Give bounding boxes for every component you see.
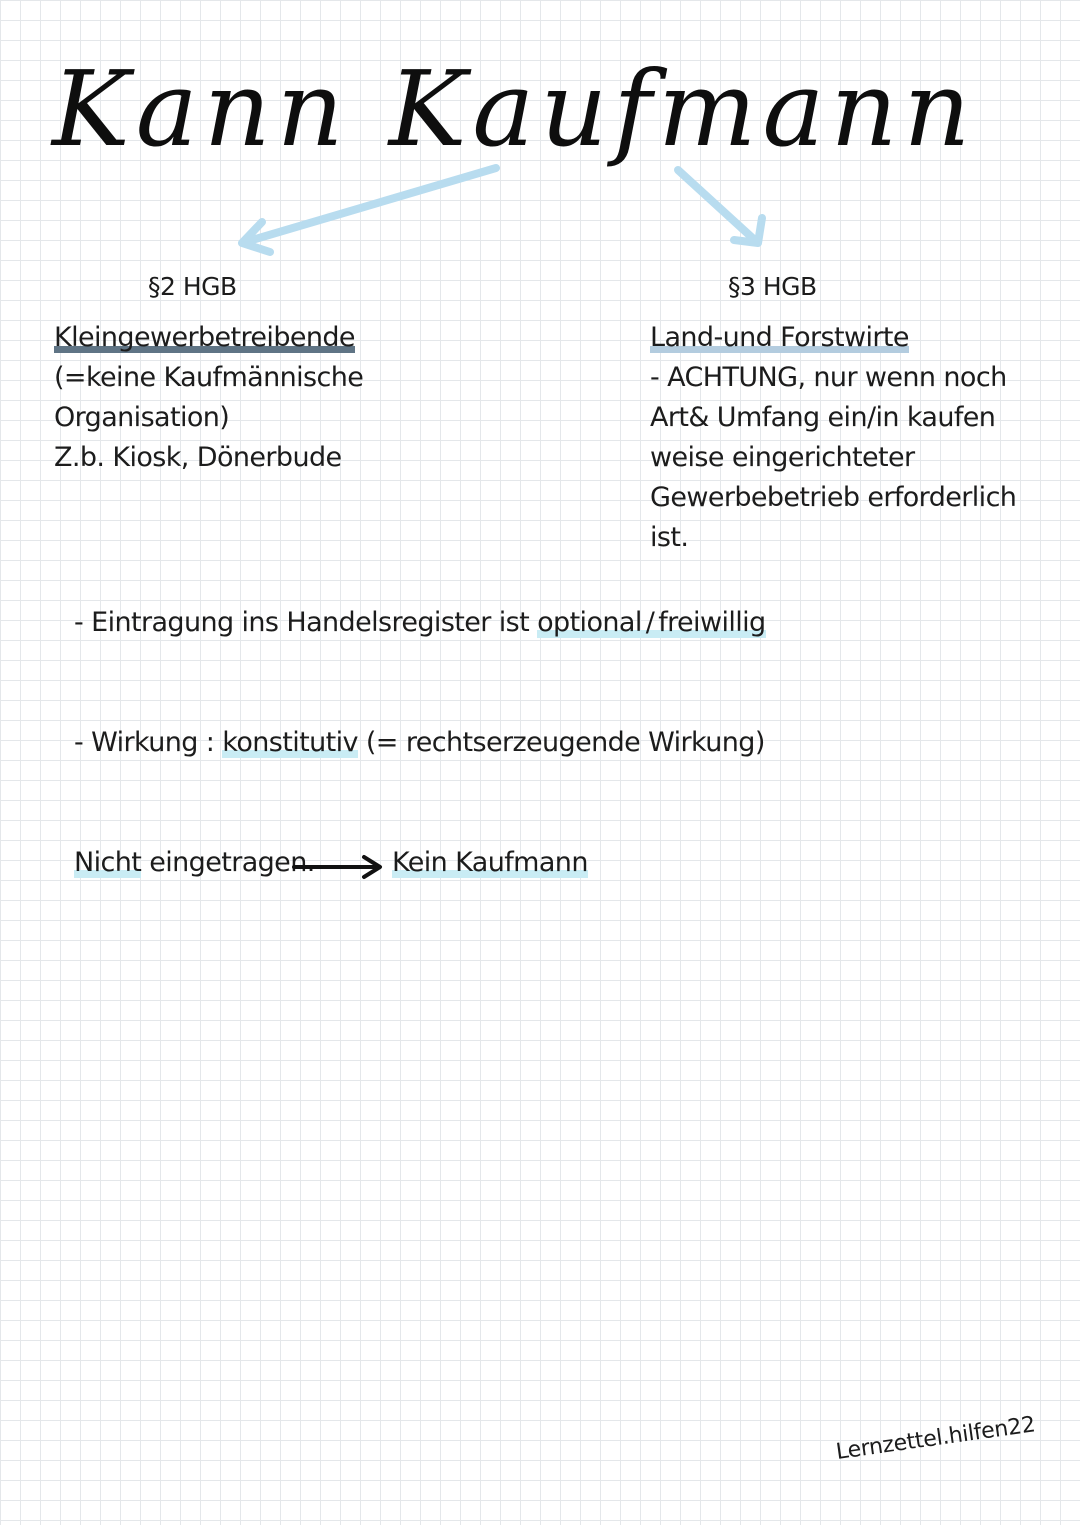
right-column: [650, 318, 1070, 558]
consequence-line: [74, 843, 315, 883]
left-line: (=keine Kaufmännische: [54, 362, 364, 393]
right-line: Gewerbebetrieb erforderlich: [650, 482, 1017, 513]
left-line: Z.b. Kiosk, Dönerbude: [54, 442, 342, 473]
right-arrow-icon: [292, 852, 388, 882]
left-line: Organisation): [54, 402, 230, 433]
right-line: weise eingerichteter: [650, 442, 915, 473]
effect-prefix: - Wirkung :: [74, 727, 215, 758]
entry-prefix: - Eintragung ins Handelsregister ist: [74, 607, 530, 638]
entry-option-optional: optional: [537, 607, 642, 638]
consequence-from-rest: eingetragen.: [149, 847, 315, 878]
right-line: - ACHTUNG, nur wenn noch: [650, 362, 1007, 393]
consequence-from-word: Nicht: [74, 847, 142, 878]
right-heading: §3 HGB: [728, 272, 817, 301]
effect-note: (= rechtserzeugende Wirkung): [365, 727, 765, 758]
entry-options: [537, 607, 765, 638]
left-arrow-icon: [242, 168, 496, 252]
consequence-to: Kein Kaufmann: [392, 847, 588, 878]
right-arrow-icon: [678, 170, 762, 243]
effect-value: konstitutiv: [222, 727, 358, 758]
right-term: Land-und Forstwirte: [650, 322, 909, 353]
entry-option-freiwillig: freiwillig: [658, 607, 766, 638]
entry-separator: /: [645, 607, 655, 638]
left-heading: §2 HGB: [148, 272, 237, 301]
entry-line: [74, 603, 766, 643]
right-line: Art& Umfang ein/in kaufen: [650, 402, 996, 433]
branch-arrows: [0, 0, 1080, 300]
watermark: Lernzettel.hilfen22: [834, 1412, 1037, 1465]
left-term: Kleingewerbetreibende: [54, 322, 355, 353]
page-title: Kann Kaufmann: [52, 48, 977, 170]
effect-line: [74, 723, 765, 763]
left-column: [54, 318, 474, 478]
consequence-result: [392, 843, 588, 883]
right-line: ist.: [650, 522, 689, 553]
